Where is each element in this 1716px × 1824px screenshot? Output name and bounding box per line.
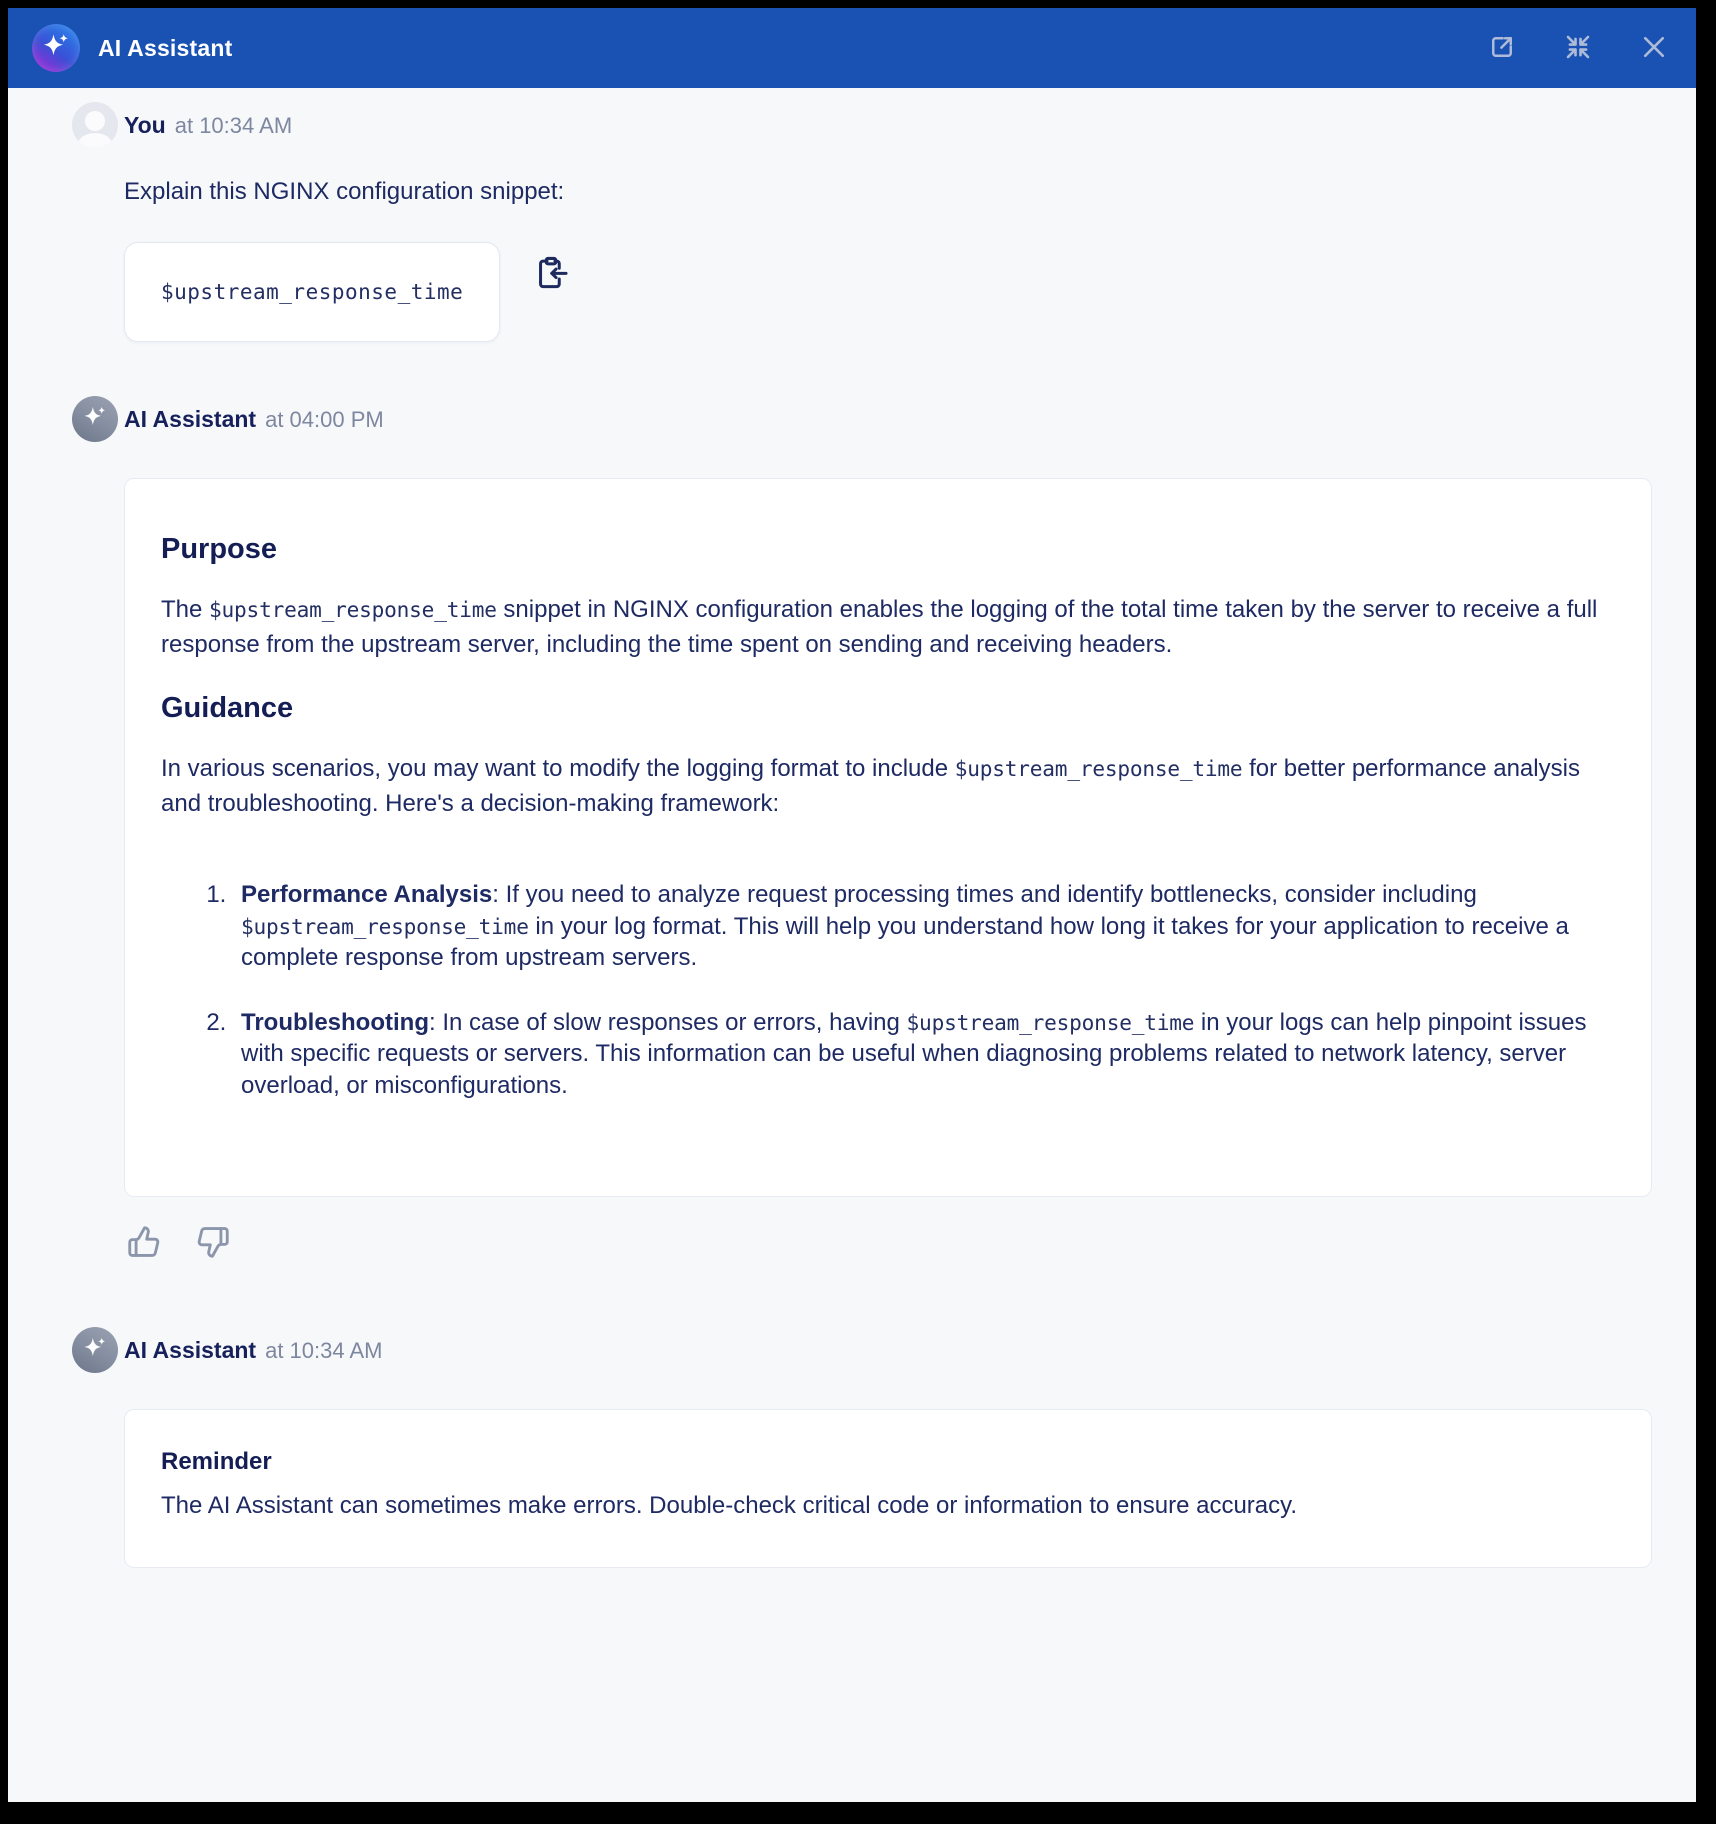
thumbs-down-icon [194,1249,232,1264]
message-timestamp: at 10:34 AM [174,113,293,138]
ai-answer-message [72,396,1652,1197]
ai-assistant-avatar [72,396,118,442]
code-snippet-text: $upstream_response_time [161,280,464,304]
ai-answer-header [124,396,1652,442]
code-snippet-row [124,242,1652,342]
panel-title: AI Assistant [98,34,233,61]
compress-arrows-icon [1563,32,1593,65]
open-in-new-window-button[interactable] [1486,32,1518,64]
ai-reminder-message [72,1327,1652,1568]
ai-assistant-avatar [72,1327,118,1373]
ai-answer-card [124,478,1652,1197]
section-heading-purpose: Purpose [161,533,278,565]
message-timestamp: at 04:00 PM [265,407,384,432]
reminder-heading: Reminder [161,1448,272,1475]
clipboard-paste-icon [532,280,570,295]
guidance-list [161,879,1615,1101]
header-actions [1486,32,1670,64]
user-message-text: Explain this NGINX configuration snippet: [124,178,565,205]
ai-assistant-panel [8,8,1696,1802]
reminder-card [124,1409,1652,1568]
author-name: AI Assistant [124,1337,257,1363]
message-timestamp: at 10:34 AM [265,1338,383,1363]
ai-reminder-header [124,1327,1652,1373]
panel-header [8,8,1696,88]
sparkle-icon [41,31,71,66]
user-avatar [72,102,118,148]
collapse-panel-button[interactable] [1562,32,1594,64]
guidance-list-item: 2. Troubleshooting: In case of slow responses or errors, having $upstream_response_time in your logs can help pinpoint issues with specific requests or servers. This information can be useful when diagnosing problems related to network latency, server overload, or misconfigurations. [233,1007,1615,1102]
author-name: AI Assistant [124,406,257,432]
ai-assistant-logo [32,24,80,72]
guidance-list-item: 1. Performance Analysis: If you need to analyze request processing times and identify bottlenecks, consider including $upstream_response_time in your log format. This will help you understand how long it takes for your application to receive a complete response from upstream servers. [233,879,1615,974]
user-message-header [124,102,1652,148]
user-message [72,102,1652,342]
copy-code-button[interactable] [532,254,570,295]
sparkle-icon [82,404,108,435]
code-snippet-card [124,242,500,342]
guidance-paragraph: In various scenarios, you may want to modify the logging format to include $upstream_response_time for better performance analysis and troubleshooting. Here's a decision-making framework: [161,755,1580,817]
sparkle-icon [82,1335,108,1366]
purpose-paragraph: The $upstream_response_time snippet in NGINX configuration enables the logging of the total time taken by the server to receive a full response from the upstream server, including the time spent on sending and receiving headers. [161,596,1598,658]
thumbs-down-button[interactable] [193,1223,233,1263]
section-heading-guidance: Guidance [161,692,294,724]
chat-thread [8,88,1696,1802]
reminder-text: The AI Assistant can sometimes make errors. Double-check critical code or information to ensure accuracy. [161,1492,1298,1519]
thumbs-up-button[interactable] [124,1223,164,1263]
author-name: You [124,112,166,138]
user-message-body [124,148,1652,342]
close-panel-button[interactable] [1638,32,1670,64]
external-link-icon [1487,32,1517,65]
thumbs-up-icon [125,1249,163,1264]
answer-feedback [124,1223,1652,1263]
close-x-icon [1639,32,1669,65]
